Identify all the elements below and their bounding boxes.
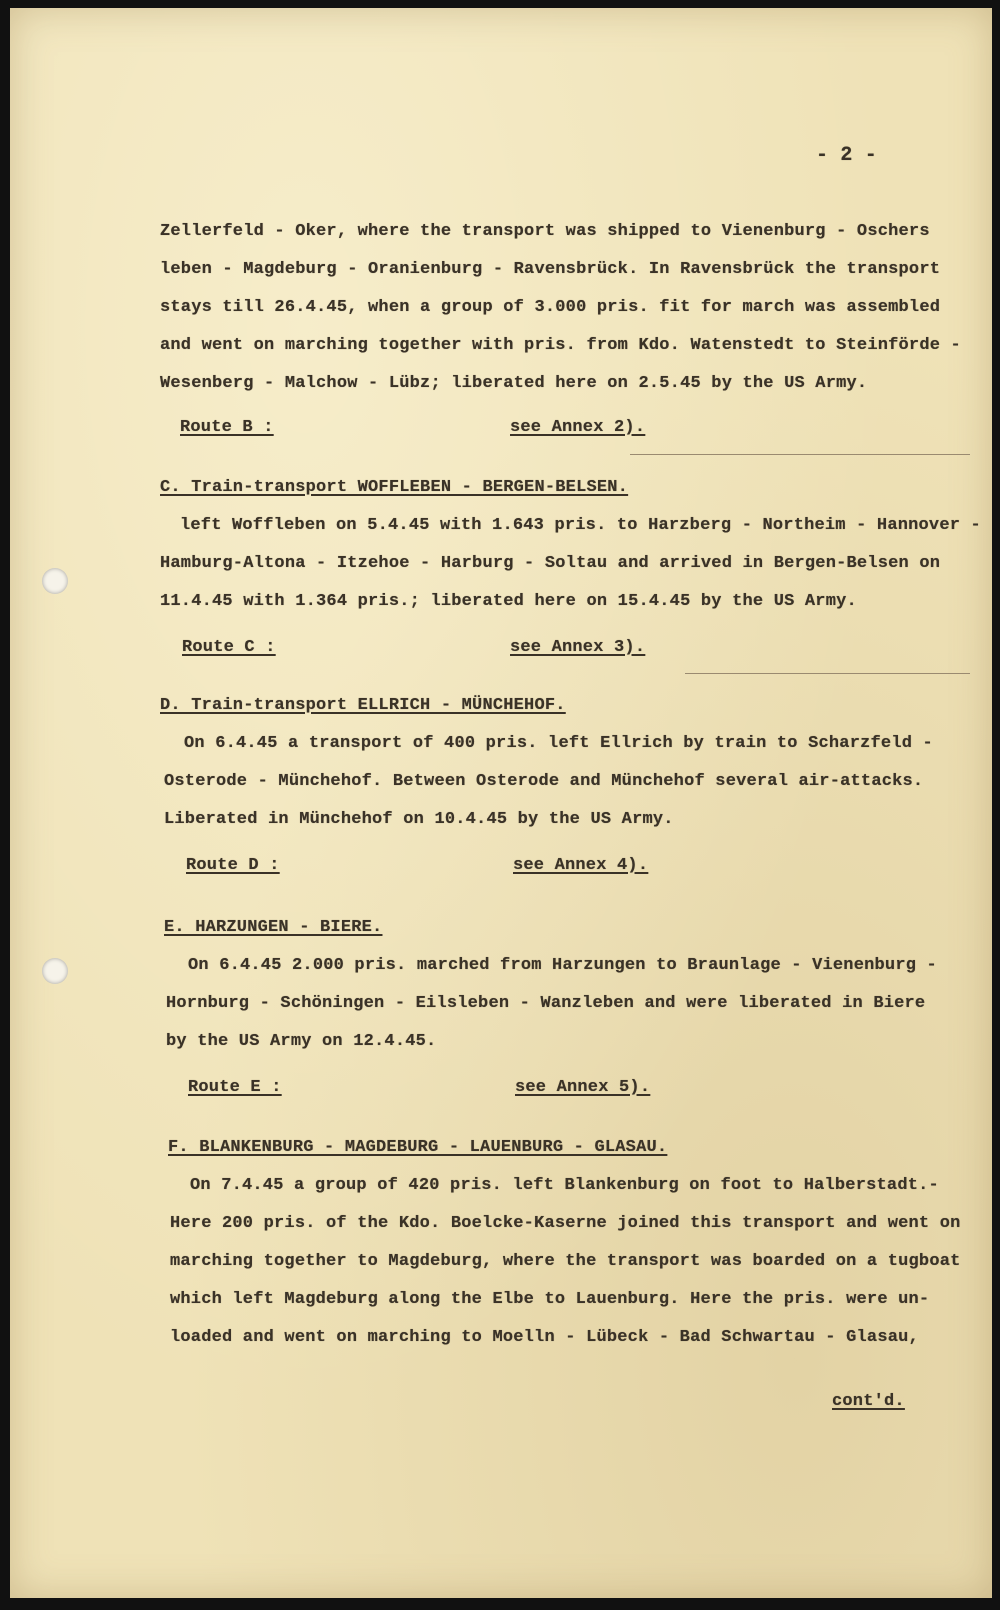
intro-line-5: Wesenberg - Malchow - Lübz; liberated here on 2.5.45 by the US Army. [160,374,868,393]
section-c-line-2: Hamburg-Altona - Itzehoe - Harburg - Soltau and arrived in Bergen-Belsen on [160,554,941,573]
section-d-line-2: Osterode - Münchehof. Between Osterode and Münchehof several air-attacks. [164,772,924,791]
section-d-line-1: On 6.4.45 a transport of 400 pris. left Ellrich by train to Scharzfeld - [184,734,933,753]
punch-hole-bottom [42,958,68,984]
section-e-line-1: On 6.4.45 2.000 pris. marched from Harzungen to Braunlage - Vienenburg - [188,956,937,975]
route-c-annex: see Annex 3). [510,638,646,657]
section-c-line-1: left Woffleben on 5.4.45 with 1.643 pris. to Harzberg - Northeim - Hannover - [180,516,981,535]
page-number: - 2 - [816,144,878,167]
punch-hole-top [42,568,68,594]
document-page [10,8,992,1598]
section-f-line-1: On 7.4.45 a group of 420 pris. left Blankenburg on foot to Halberstadt.- [190,1176,939,1195]
route-b-label: Route B : [180,418,274,437]
section-f-line-4: which left Magdeburg along the Elbe to Lauenburg. Here the pris. were un- [170,1290,930,1309]
section-f-line-3: marching together to Magdeburg, where the transport was boarded on a tugboat [170,1252,961,1271]
section-d-line-3: Liberated in Münchehof on 10.4.45 by the US Army. [164,810,674,829]
section-e-line-2: Hornburg - Schöningen - Eilsleben - Wanzleben and were liberated in Biere [166,994,926,1013]
route-b-annex: see Annex 2). [510,418,646,437]
intro-line-3: stays till 26.4.45, when a group of 3.000 pris. fit for march was assembled [160,298,941,317]
section-f-line-2: Here 200 pris. of the Kdo. Boelcke-Kaserne joined this transport and went on [170,1214,961,1233]
route-d-label: Route D : [186,856,280,875]
continued-note: cont'd. [832,1392,905,1411]
intro-line-4: and went on marching together with pris. from Kdo. Watenstedt to Steinförde - [160,336,961,355]
route-d-annex: see Annex 4). [513,856,649,875]
route-e-label: Route E : [188,1078,282,1097]
section-c-line-3: 11.4.45 with 1.364 pris.; liberated here on 15.4.45 by the US Army. [160,592,857,611]
section-f-line-5: loaded and went on marching to Moelln - Lübeck - Bad Schwartau - Glasau, [170,1328,919,1347]
section-e-heading: E. HARZUNGEN - BIERE. [164,918,383,937]
section-d-heading: D. Train-transport ELLRICH - MÜNCHEHOF. [160,696,566,715]
section-f-heading: F. BLANKENBURG - MAGDEBURG - LAUENBURG - GLASAU. [168,1138,668,1157]
intro-line-2: leben - Magdeburg - Oranienburg - Ravensbrück. In Ravensbrück the transport [160,260,941,279]
route-e-annex: see Annex 5). [515,1078,651,1097]
divider-line [630,454,970,455]
section-e-line-3: by the US Army on 12.4.45. [166,1032,437,1051]
route-c-label: Route C : [182,638,276,657]
section-c-heading: C. Train-transport WOFFLEBEN - BERGEN-BELSEN. [160,478,629,497]
divider-line [685,673,970,674]
intro-line-1: Zellerfeld - Oker, where the transport was shipped to Vienenburg - Oschers [160,222,930,241]
